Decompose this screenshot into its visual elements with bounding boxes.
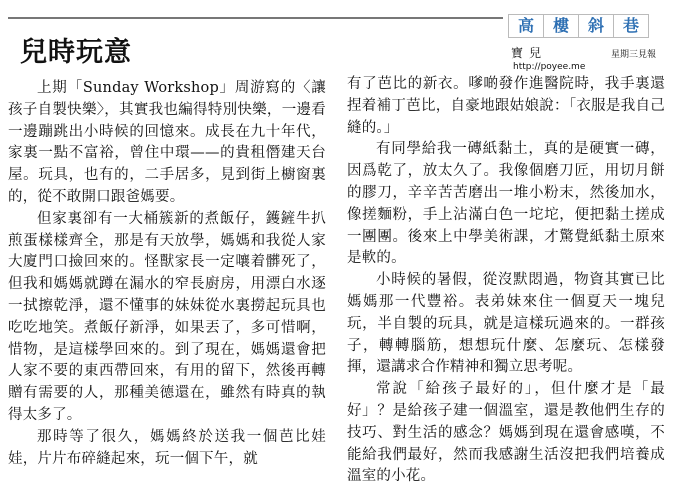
left-text-column [8,78,326,470]
header-rule [8,17,503,19]
column-day: 星期三見報 [611,50,657,60]
paragraph: 上期「Sunday Workshop」周游寫的〈讓孩子自製快樂〉，其實我也編得特別快樂，一邊看一邊蹦跳出小時候的回憶來。成長在九十年代，家裏一點不富裕，曾住中環——的貴租僭建天台屋。玩具，也有的，二手居多，見到街上櫥窗裏的，從不敢開口跟爸媽要。 [8,80,326,205]
column-name-char: 巷 [622,16,639,35]
paragraph: 那時等了很久，媽媽終於送我一個芭比娃娃，片片布碎縫起來，玩一個下午，就 [8,428,326,467]
column-name-char: 斜 [579,15,614,37]
article-title: 兒時玩意 [20,37,132,68]
author-website: http://poyee.me [513,62,586,72]
column-name-char: 高 [509,15,544,37]
right-text-column [347,74,665,488]
paragraph: 但家裏卻有一大桶簇新的煮飯仔，鑊鏟牛扒煎蛋樣樣齊全，那是有天放學，媽媽和我從人家大廈門口撿回來的。怪獸家長一定嚷着髒死了，但我和媽媽就蹲在漏水的窄長廚房，用漂白水逐一拭擦乾淨，還不懂事的妹妹從水裏撈起玩具也吃吃地笑。煮飯仔新淨，如果丟了，多可惜啊，惜物，是這樣學回來的。到了現在，媽媽還會把人家不要的東西帶回來，有用的留下，然後再轉贈有需要的人，那種美德還在，雖然有時真的執得太多了。 [8,210,326,423]
paragraph: 小時候的暑假，從沒默悶過，物資其實已比媽媽那一代豐裕。表弟妹來住一個夏天一塊兒玩，半自製的玩具，就是這樣玩過來的。一群孩子，轉轉腦筋，想想玩什麼、怎麼玩、怎樣發揮，還講求合作精神和獨立思考呢。 [347,272,665,376]
paragraph: 有同學給我一磚紙黏土，真的是硬實一磚，因爲乾了，放太久了。我像個磨刀匠，用切月餅的膠刀，辛辛苦苦磨出一堆小粉末，然後加水，像搓麵粉，手上沾滿白色一坨坨，便把黏土搓成一團團。後來上中學美術課，才驚覺紙黏土原來是軟的。 [347,141,665,267]
author-name: 寶兒 [511,46,548,60]
column-name-char: 樓 [544,15,579,37]
paragraph: 常說「給孩子最好的」，但什麼才是「最好」？是給孩子建一個溫室，還是教他們生存的技巧、對生活的感念？媽媽到現在還會感嘆，不能給我們最好，然而我感謝生活沒把我們培養成溫室的小花。 [347,381,665,485]
paragraph: 有了芭比的新衣。嗲啲發作進醫院時，我手裏還捏着補丁芭比，自豪地跟姑娘說：「衣服是我自己縫的。」 [347,76,665,136]
column-name-box [508,14,649,38]
